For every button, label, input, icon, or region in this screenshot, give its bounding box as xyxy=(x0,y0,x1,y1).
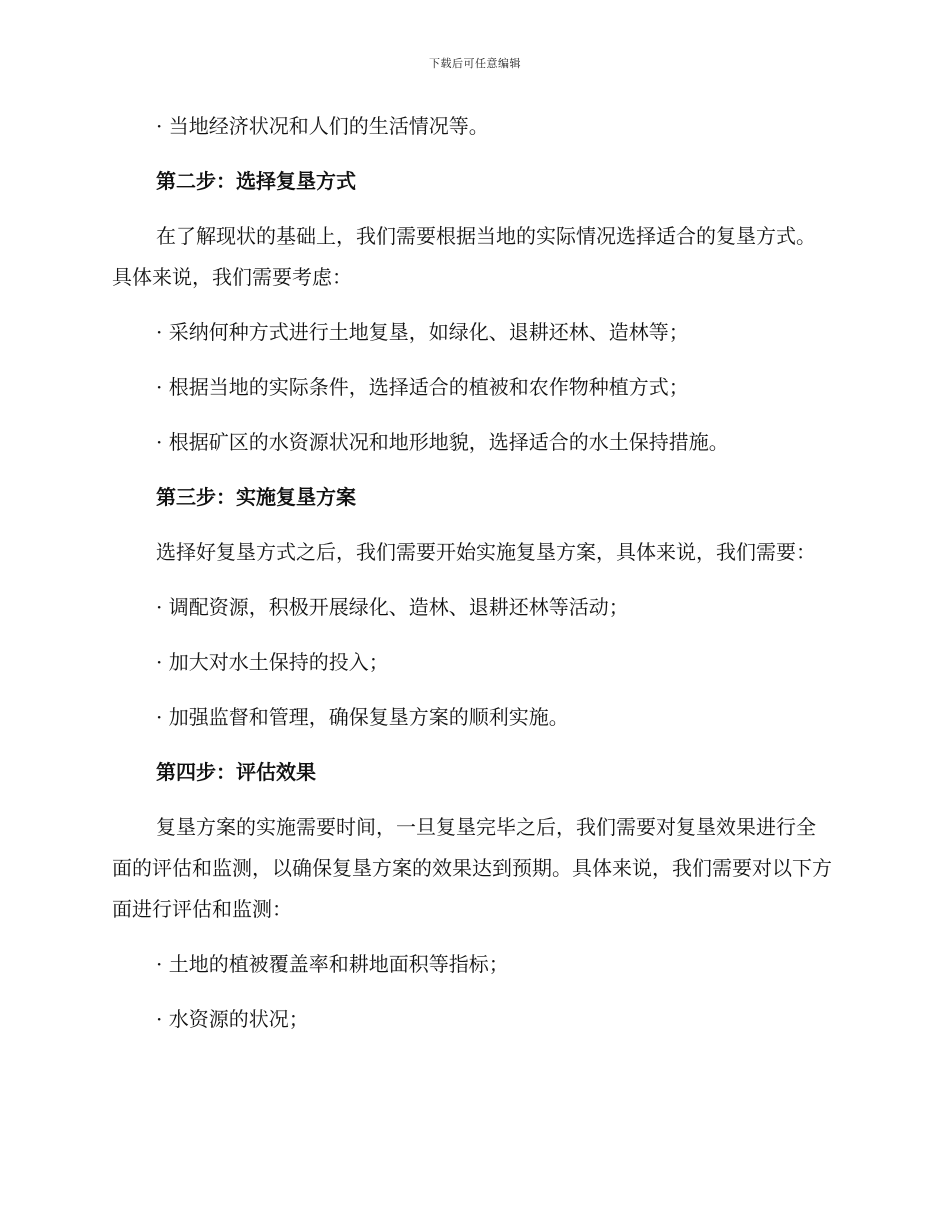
bullet-coverage: · 土地的植被覆盖率和耕地面积等指标； xyxy=(156,952,509,976)
bullet-supervision: · 加强监督和管理，确保复垦方案的顺利实施。 xyxy=(156,705,569,729)
bullet-water-soil: · 根据矿区的水资源状况和地形地貌，选择适合的水土保持措施。 xyxy=(156,430,729,454)
heading-step-2: 第二步：选择复垦方式 xyxy=(156,169,356,193)
document-body xyxy=(112,112,834,1060)
bullet-economy: · 当地经济状况和人们的生活情况等。 xyxy=(156,114,489,138)
paragraph-step-2: 在了解现状的基础上，我们需要根据当地的实际情况选择适合的复垦方式。具体来说，我们需要考虑： xyxy=(112,224,816,289)
heading-step-3: 第三步：实施复垦方案 xyxy=(156,485,356,509)
bullet-resources: · 调配资源，积极开展绿化、造林、退耕还林等活动； xyxy=(156,595,629,619)
bullet-vegetation: · 根据当地的实际条件，选择适合的植被和农作物种植方式； xyxy=(156,375,689,399)
bullet-method: · 采纳何种方式进行土地复垦，如绿化、退耕还林、造林等； xyxy=(156,320,689,344)
bullet-investment: · 加大对水土保持的投入； xyxy=(156,650,389,674)
heading-step-4: 第四步：评估效果 xyxy=(156,760,316,784)
bullet-water-status: · 水资源的状况； xyxy=(156,1007,309,1031)
page-header: 下载后可任意编辑 xyxy=(429,57,521,70)
paragraph-step-4: 复垦方案的实施需要时间，一旦复垦完毕之后，我们需要对复垦效果进行全面的评估和监测，以确保复垦方案的效果达到预期。具体来说，我们需要对以下方面进行评估和监测： xyxy=(112,815,832,921)
paragraph-step-3: 选择好复垦方式之后，我们需要开始实施复垦方案，具体来说，我们需要： xyxy=(156,540,816,564)
